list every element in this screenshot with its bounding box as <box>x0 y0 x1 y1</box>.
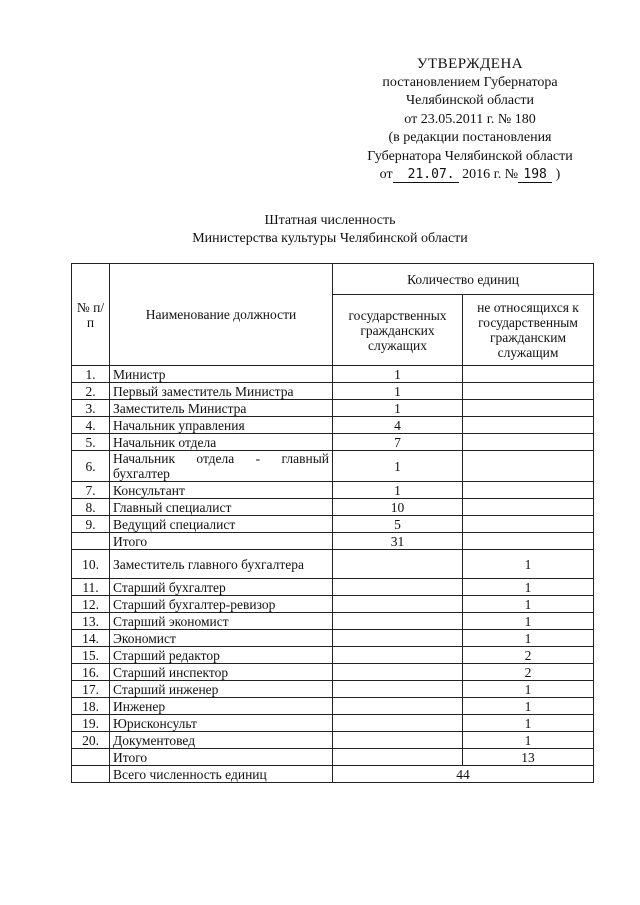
row-civil-count: 4 <box>333 417 463 434</box>
table-row <box>72 417 594 434</box>
row-position: Заместитель Министра <box>110 400 333 417</box>
row-civil-count: 1 <box>333 366 463 383</box>
approval-block <box>330 55 610 185</box>
non-civil-total-value: 13 <box>463 749 594 766</box>
row-position: Начальник управления <box>110 417 333 434</box>
row-number: 8. <box>72 499 110 516</box>
row-non-civil-count: 1 <box>463 596 594 613</box>
document-title <box>120 212 540 248</box>
row-civil-count <box>333 732 463 749</box>
row-civil-count <box>333 550 463 579</box>
row-non-civil-count: 1 <box>463 732 594 749</box>
header-civil: государственных гражданских служащих <box>333 295 463 366</box>
table-row <box>72 366 594 383</box>
row-position: Ведущий специалист <box>110 516 333 533</box>
table-row <box>72 499 594 516</box>
row-civil-count: 1 <box>333 400 463 417</box>
row-number: 15. <box>72 647 110 664</box>
table-row <box>72 664 594 681</box>
row-number: 17. <box>72 681 110 698</box>
non-civil-total-row <box>72 749 594 766</box>
row-non-civil-count <box>463 499 594 516</box>
civil-total-value: 31 <box>333 533 463 550</box>
row-civil-count <box>333 630 463 647</box>
row-non-civil-count <box>463 400 594 417</box>
row-number: 14. <box>72 630 110 647</box>
amendment-from-prefix: от <box>379 167 393 182</box>
row-non-civil-count <box>463 417 594 434</box>
approval-line-2: Челябинской области <box>406 93 534 108</box>
row-position: Главный специалист <box>110 499 333 516</box>
row-non-civil-count: 1 <box>463 715 594 732</box>
row-civil-count <box>333 698 463 715</box>
row-position: Начальник отдела <box>110 434 333 451</box>
row-number: 18. <box>72 698 110 715</box>
row-non-civil-count: 1 <box>463 613 594 630</box>
row-number: 10. <box>72 550 110 579</box>
row-civil-count <box>333 664 463 681</box>
header-non-civil: не относящихся к государственным гражданским служащим <box>463 295 594 366</box>
row-non-civil-count <box>463 434 594 451</box>
grand-total-label: Всего численность единиц <box>110 766 333 783</box>
non-civil-total-label: Итого <box>110 749 333 766</box>
row-position: Старший инженер <box>110 681 333 698</box>
grand-total-value: 44 <box>333 766 594 783</box>
row-number: 3. <box>72 400 110 417</box>
row-number: 7. <box>72 482 110 499</box>
civil-total-row <box>72 533 594 550</box>
row-civil-count <box>333 647 463 664</box>
approval-line-3: от 23.05.2011 г. № 180 <box>404 111 536 127</box>
amendment-line <box>330 166 610 185</box>
row-non-civil-count <box>463 482 594 499</box>
row-position: Старший бухгалтер <box>110 579 333 596</box>
table-row <box>72 613 594 630</box>
amendment-number: 198 <box>518 167 552 183</box>
table-row <box>72 732 594 749</box>
table-row <box>72 681 594 698</box>
row-position: Первый заместитель Министра <box>110 383 333 400</box>
row-non-civil-count: 1 <box>463 579 594 596</box>
table-row <box>72 715 594 732</box>
row-position: Юрисконсульт <box>110 715 333 732</box>
approval-line-1: постановлением Губернатора <box>382 74 558 90</box>
table-row <box>72 516 594 533</box>
row-number: 6. <box>72 451 110 482</box>
header-number: № п/п <box>72 264 110 366</box>
approval-line-4: (в редакции постановления <box>388 130 552 145</box>
grand-total-row <box>72 766 594 783</box>
row-number: 1. <box>72 366 110 383</box>
row-position: Начальник отдела - главный бухгалтер <box>110 451 333 482</box>
row-number: 13. <box>72 613 110 630</box>
row-non-civil-count <box>463 383 594 400</box>
row-civil-count: 1 <box>333 482 463 499</box>
row-non-civil-count <box>463 451 594 482</box>
row-position: Старший редактор <box>110 647 333 664</box>
header-units: Количество единиц <box>333 264 594 295</box>
row-civil-count <box>333 579 463 596</box>
row-position: Экономист <box>110 630 333 647</box>
approval-line-5: Губернатора Челябинской области <box>367 148 573 164</box>
row-number: 20. <box>72 732 110 749</box>
approval-heading: УТВЕРЖДЕНА <box>416 56 524 72</box>
title-line-1: Штатная численность <box>264 213 396 228</box>
row-civil-count: 1 <box>333 451 463 482</box>
row-civil-count: 5 <box>333 516 463 533</box>
row-position: Старший инспектор <box>110 664 333 681</box>
civil-total-label: Итого <box>110 533 333 550</box>
table-row <box>72 596 594 613</box>
table-row <box>72 451 594 482</box>
row-number: 5. <box>72 434 110 451</box>
staff-table <box>71 263 594 783</box>
row-number: 19. <box>72 715 110 732</box>
row-non-civil-count: 2 <box>463 647 594 664</box>
row-position: Заместитель главного бухгалтера <box>110 550 333 579</box>
table-row <box>72 647 594 664</box>
table-row <box>72 698 594 715</box>
row-non-civil-count <box>463 516 594 533</box>
row-civil-count: 7 <box>333 434 463 451</box>
row-number: 2. <box>72 383 110 400</box>
row-civil-count: 10 <box>333 499 463 516</box>
amendment-date: 21.07. <box>393 167 459 183</box>
row-non-civil-count: 1 <box>463 630 594 647</box>
non-civil-section <box>72 550 594 783</box>
row-civil-count <box>333 613 463 630</box>
row-non-civil-count: 2 <box>463 664 594 681</box>
table-row <box>72 482 594 499</box>
row-non-civil-count <box>463 366 594 383</box>
table-row <box>72 630 594 647</box>
row-number: 11. <box>72 579 110 596</box>
row-position: Министр <box>110 366 333 383</box>
row-position: Старший экономист <box>110 613 333 630</box>
row-civil-count: 1 <box>333 383 463 400</box>
row-position: Консультант <box>110 482 333 499</box>
row-civil-count <box>333 681 463 698</box>
row-number: 9. <box>72 516 110 533</box>
row-position: Инженер <box>110 698 333 715</box>
amendment-year: 2016 г. № <box>462 167 519 182</box>
row-non-civil-count: 1 <box>463 550 594 579</box>
civil-section <box>72 366 594 550</box>
table-row <box>72 400 594 417</box>
header-position: Наименование должности <box>110 264 333 366</box>
row-number: 4. <box>72 417 110 434</box>
row-position: Старший бухгалтер-ревизор <box>110 596 333 613</box>
row-number: 12. <box>72 596 110 613</box>
row-number: 16. <box>72 664 110 681</box>
row-non-civil-count: 1 <box>463 681 594 698</box>
table-row <box>72 579 594 596</box>
row-non-civil-count: 1 <box>463 698 594 715</box>
row-civil-count <box>333 715 463 732</box>
table-row <box>72 383 594 400</box>
title-line-2: Министерства культуры Челябинской области <box>192 231 468 246</box>
table-row <box>72 434 594 451</box>
amendment-close-paren: ) <box>555 167 561 182</box>
row-civil-count <box>333 596 463 613</box>
row-position: Документовед <box>110 732 333 749</box>
table-row <box>72 550 594 579</box>
